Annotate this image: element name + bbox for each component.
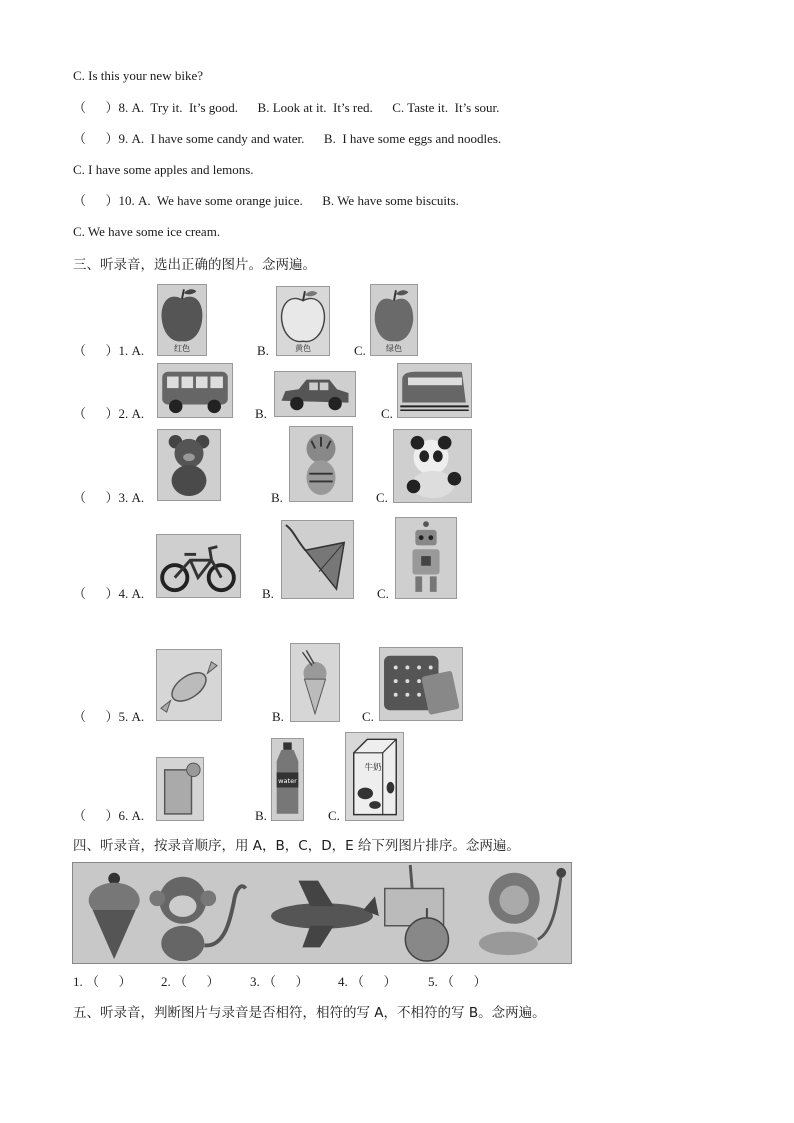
s3-q3-label: （ ）3. A. bbox=[73, 490, 145, 505]
green-caption: 绿色 bbox=[386, 344, 402, 353]
airplane-picture bbox=[271, 881, 379, 948]
s3-q5-b: B. bbox=[272, 709, 284, 724]
candy-picture bbox=[156, 649, 222, 721]
q7-option-c: C. Is this your new bike? bbox=[73, 68, 203, 83]
order-blank-5[interactable]: 5. （ ） bbox=[428, 974, 487, 989]
red-caption: 红色 bbox=[174, 344, 190, 353]
car-picture bbox=[274, 371, 356, 417]
order-blank-2[interactable]: 2. （ ） bbox=[161, 974, 220, 989]
s3-q1-c: C. bbox=[354, 343, 366, 358]
kite-picture bbox=[281, 520, 354, 599]
s3-q2-label: （ ）2. A. bbox=[73, 406, 145, 421]
lion-picture bbox=[479, 868, 566, 955]
s3-q3-c: C. bbox=[376, 490, 388, 505]
water-bottle-picture bbox=[271, 738, 304, 821]
section-5-heading: 五、听录音，判断图片与录音是否相符，相符的写 A，不相符的写 B。念两遍。 bbox=[73, 1005, 546, 1021]
s3-q6-c: C. bbox=[328, 808, 340, 823]
tiger-picture bbox=[289, 426, 353, 502]
question-10: （ ）10. A. We have some orange juice. B. We have some biscuits. bbox=[73, 193, 459, 208]
s3-q6-label: （ ）6. A. bbox=[73, 808, 145, 823]
green-apple-picture bbox=[370, 284, 418, 356]
ordering-picture-strip bbox=[72, 862, 572, 964]
order-blank-3[interactable]: 3. （ ） bbox=[250, 974, 309, 989]
s3-q1-b: B. bbox=[257, 343, 269, 358]
yellow-apple-picture bbox=[276, 286, 330, 356]
teddy-bear-picture bbox=[157, 429, 221, 501]
monkey-picture bbox=[149, 877, 245, 961]
question-9: （ ）9. A. I have some candy and water. B. I have some eggs and noodles. bbox=[73, 131, 502, 146]
bus-picture bbox=[157, 363, 233, 418]
s3-q4-label: （ ）4. A. bbox=[73, 586, 145, 601]
panda-picture bbox=[393, 429, 472, 503]
red-apple-picture bbox=[157, 284, 207, 356]
milk-carton-picture bbox=[345, 732, 404, 821]
question-8: （ ）8. A. Try it. It’s good. B. Look at it. It’s red. C. Taste it. It’s sour. bbox=[73, 100, 500, 115]
orange-juice-picture bbox=[156, 757, 204, 821]
bike-picture bbox=[156, 534, 241, 598]
train-picture bbox=[397, 363, 472, 418]
s3-q6-b: B. bbox=[255, 808, 267, 823]
section-3-heading: 三、听录音，选出正确的图片。念两遍。 bbox=[73, 257, 316, 273]
biscuits-picture bbox=[379, 647, 463, 721]
q9-option-c: C. I have some apples and lemons. bbox=[73, 162, 254, 177]
s3-q2-c: C. bbox=[381, 406, 393, 421]
ice-cream-cone-picture bbox=[89, 873, 140, 959]
yellow-caption: 黄色 bbox=[295, 344, 311, 353]
s3-q2-b: B. bbox=[255, 406, 267, 421]
s3-q5-c: C. bbox=[362, 709, 374, 724]
order-blank-4[interactable]: 4. （ ） bbox=[338, 974, 397, 989]
s3-q5-label: （ ）5. A. bbox=[73, 709, 145, 724]
milk-label: 牛奶 bbox=[364, 763, 382, 774]
section-4-heading: 四、听录音，按录音顺序，用 A，B，C，D，E 给下列图片排序。念两遍。 bbox=[73, 838, 520, 854]
apple-juice-picture bbox=[385, 865, 449, 961]
robot-picture bbox=[395, 517, 457, 599]
s3-q3-b: B. bbox=[271, 490, 283, 505]
bottle-label: water bbox=[278, 776, 297, 785]
s3-q4-b: B. bbox=[262, 586, 274, 601]
s3-q4-c: C. bbox=[377, 586, 389, 601]
order-blank-1[interactable]: 1. （ ） bbox=[73, 974, 132, 989]
q10-option-c: C. We have some ice cream. bbox=[73, 224, 221, 239]
s3-q1-label: （ ）1. A. bbox=[73, 343, 145, 358]
ice-cream-picture bbox=[290, 643, 340, 722]
